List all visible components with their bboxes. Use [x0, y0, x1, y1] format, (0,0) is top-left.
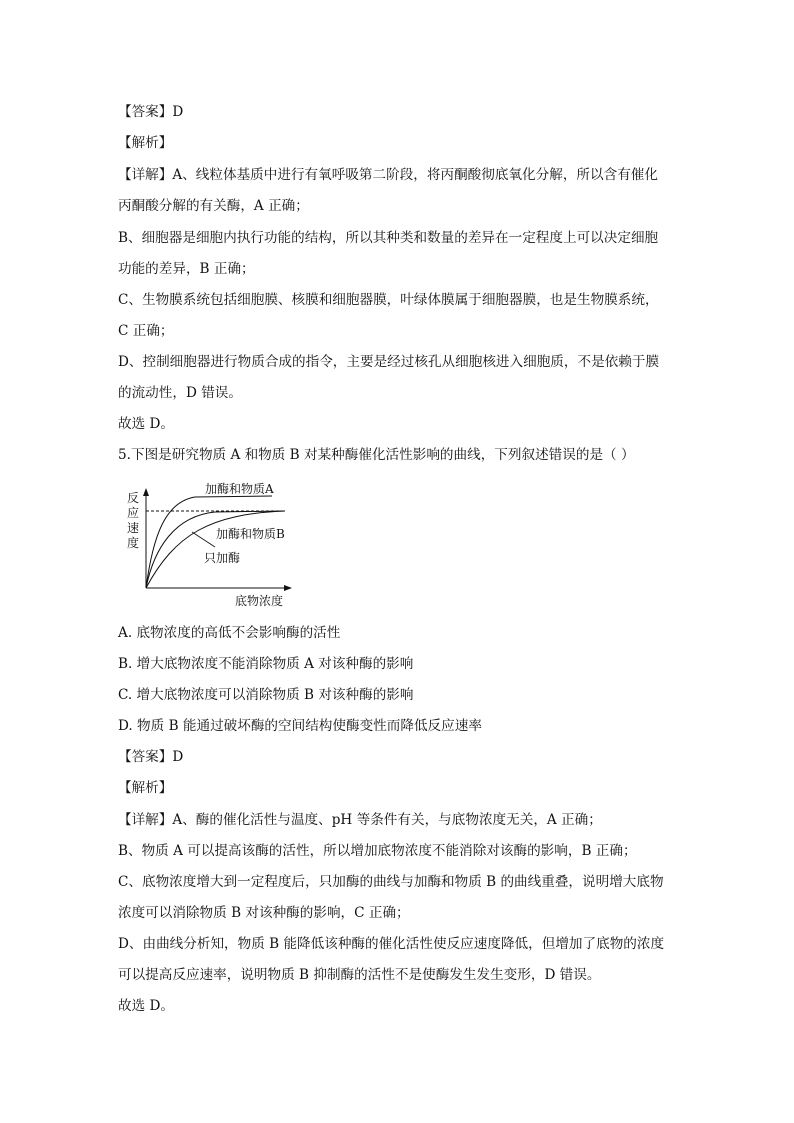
- y-label-char: 度: [127, 536, 140, 550]
- label-enzyme-and-a: 加酶和物质A: [205, 482, 274, 496]
- q5-option-a: A. 底物浓度的高低不会影响酶的活性: [118, 625, 341, 641]
- q5-explanation-line: 可以提高反应速率，说明物质 B 抑制酶的活性不是使酶发生发生变形，D 错误。: [118, 967, 601, 983]
- curve-enzyme-and-b: [146, 511, 285, 588]
- leader-line-enzyme-only: [192, 532, 215, 547]
- enzyme-rate-graph: [120, 476, 305, 611]
- q4-answer: 【答案】D: [118, 104, 184, 120]
- x-axis-arrow: [284, 585, 292, 591]
- q4-analysis-heading: 【解析】: [118, 135, 173, 151]
- q5-explanation-line: 【详解】A、酶的催化活性与温度、pH 等条件有关，与底物浓度无关，A 正确；: [118, 812, 602, 828]
- enzyme-rate-figure: [120, 476, 305, 611]
- q5-answer: 【答案】D: [118, 749, 184, 765]
- q4-explanation-line: C 正确；: [118, 323, 174, 339]
- q4-explanation-line: D、控制细胞器进行物质合成的指令，主要是经过核孔从细胞核进入细胞质，不是依赖于膜: [118, 354, 660, 370]
- x-axis-label: 底物浓度: [235, 594, 284, 608]
- q5-analysis-heading: 【解析】: [118, 780, 173, 796]
- q4-explanation-line: 丙酮酸分解的有关酶，A 正确；: [118, 198, 309, 214]
- y-label-char: 应: [127, 506, 140, 520]
- y-label-char: 反: [127, 491, 140, 505]
- y-label-char: 速: [127, 521, 140, 535]
- q4-explanation-line: C、生物膜系统包括细胞膜、核膜和细胞器膜，叶绿体膜属于细胞器膜，也是生物膜系统，: [118, 292, 659, 308]
- q5-option-c: C. 增大底物浓度可以消除物质 B 对该种酶的影响: [118, 687, 414, 703]
- q4-explanation-line: 【详解】A、线粒体基质中进行有氧呼吸第二阶段，将丙酮酸彻底氧化分解，所以含有催化: [118, 167, 658, 183]
- q5-explanation-line: B、物质 A 可以提高该酶的活性，所以增加底物浓度不能消除对该酶的影响，B 正确；: [118, 843, 637, 859]
- q5-option-d: D. 物质 B 能通过破坏酶的空间结构使酶变性而降低反应速率: [118, 718, 482, 734]
- q4-explanation-line: 的流动性，D 错误。: [118, 385, 242, 401]
- q5-explanation-line: 浓度可以消除物质 B 对该种酶的影响，C 正确；: [118, 905, 410, 921]
- label-enzyme-only: 只加酶: [204, 551, 241, 565]
- q4-explanation-line: 功能的差异，B 正确；: [118, 261, 255, 277]
- q5-question: 5.下图是研究物质 A 和物质 B 对某种酶催化活性影响的曲线，下列叙述错误的是（ ）: [118, 447, 635, 463]
- q4-conclusion: 故选 D。: [118, 416, 175, 432]
- label-enzyme-and-b: 加酶和物质B: [216, 527, 285, 541]
- q5-conclusion: 故选 D。: [118, 998, 175, 1014]
- q4-explanation-line: B、细胞器是细胞内执行功能的结构，所以其种类和数量的差异在一定程度上可以决定细胞: [118, 230, 659, 246]
- q5-explanation-line: D、由曲线分析知，物质 B 能降低该种酶的催化活性使反应速度降低，但增加了底物的浓度: [118, 936, 665, 952]
- q5-option-b: B. 增大底物浓度不能消除物质 A 对该种酶的影响: [118, 656, 414, 672]
- q5-explanation-line: C、底物浓度增大到一定程度后，只加酶的曲线与加酶和物质 B 的曲线重叠，说明增大底物: [118, 874, 664, 890]
- y-axis-arrow: [143, 488, 149, 496]
